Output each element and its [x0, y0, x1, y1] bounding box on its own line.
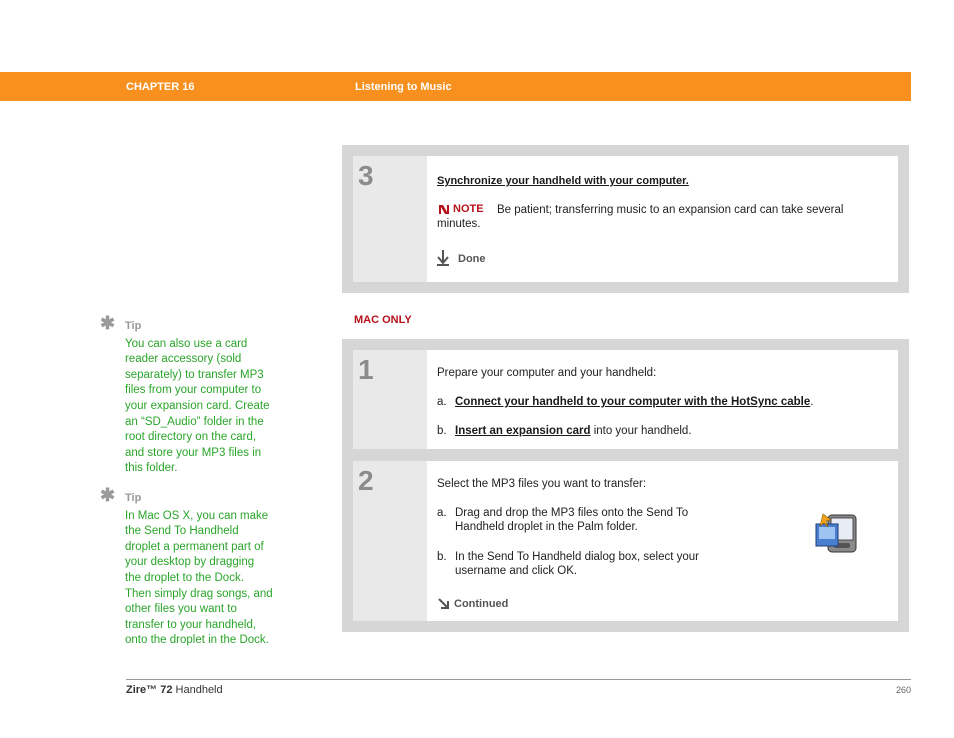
product-name: Zire™ 72 — [126, 684, 173, 696]
tip-body: In Mac OS X, you can make the Send To Handheld droplet a permanent part of your desktop by dragging the droplet to the Dock. Then simply drag songs, and other files you want to transfer to your handheld, onto the droplet in the Dock. — [125, 509, 273, 647]
step-1-intro: Prepare your computer and your handheld: — [437, 367, 657, 379]
tip-heading: Tip — [125, 320, 142, 332]
item-a-suffix: . — [810, 396, 814, 408]
chapter-label: CHAPTER 16 — [126, 81, 195, 93]
step-3-block — [342, 145, 909, 293]
chapter-header-bar — [0, 72, 911, 101]
sync-instruction-link[interactable]: Synchronize your handheld with your computer. — [437, 175, 689, 187]
footer-product — [126, 684, 223, 696]
item-b-marker: b. — [437, 551, 447, 563]
step-1-content — [427, 350, 898, 449]
asterisk-icon: ✱ — [100, 485, 116, 505]
page-number: 260 — [896, 685, 912, 695]
product-suffix: Handheld — [172, 684, 223, 696]
item-a-text — [455, 396, 813, 408]
item-a-marker: a. — [437, 396, 447, 408]
item-a-line1: Drag and drop the MP3 files onto the Send To — [455, 507, 689, 519]
item-b-suffix: into your handheld. — [590, 425, 692, 437]
done-arrow-icon — [436, 249, 452, 267]
item-b-marker: b. — [437, 425, 447, 437]
mac-only-heading: MAC ONLY — [354, 314, 412, 326]
step-number-column — [353, 461, 427, 621]
step-number-column — [353, 350, 427, 449]
item-a-line2: Handheld droplet in the Palm folder. — [455, 521, 638, 533]
footer-divider — [126, 679, 911, 680]
steps-1-2-block — [342, 339, 909, 632]
item-a-marker: a. — [437, 507, 447, 519]
done-label: Done — [458, 253, 486, 265]
item-b-line1: In the Send To Handheld dialog box, select your — [455, 551, 700, 563]
step-2-intro: Select the MP3 files you want to transfer: — [437, 478, 647, 490]
item-b-text — [455, 425, 692, 437]
connect-hotsync-cable-link[interactable]: Connect your handheld to your computer with the HotSync cable — [455, 396, 811, 408]
note-label: NOTE — [453, 203, 484, 215]
note-text-line1: Be patient; transferring music to an expansion card can take several — [497, 204, 844, 216]
continued-label: Continued — [454, 598, 509, 610]
asterisk-icon: ✱ — [100, 313, 116, 333]
tip-mac-dock — [100, 485, 274, 649]
note-text-line2: minutes. — [437, 218, 481, 230]
step-number: 1 — [358, 354, 374, 385]
step-number: 2 — [358, 465, 374, 496]
item-b-line2: username and click OK. — [455, 565, 578, 577]
tip-heading: Tip — [125, 492, 142, 504]
tip-body: You can also use a card reader accessory (sold separately) to transfer MP3 files from your computer to your expansion card. Create an “SD_Audio” folder in the root directory on the card, and store your MP3 files in this folder. — [125, 337, 270, 475]
step-content — [427, 156, 898, 282]
tip-card-reader — [100, 313, 274, 477]
send-to-handheld-droplet-icon — [814, 512, 858, 554]
insert-expansion-card-link[interactable]: Insert an expansion card — [455, 425, 591, 437]
continued-arrow-icon — [437, 597, 451, 611]
note-icon — [437, 202, 451, 216]
step-number: 3 — [358, 160, 374, 191]
chapter-title: Listening to Music — [355, 81, 452, 93]
step-number-column — [353, 156, 427, 282]
